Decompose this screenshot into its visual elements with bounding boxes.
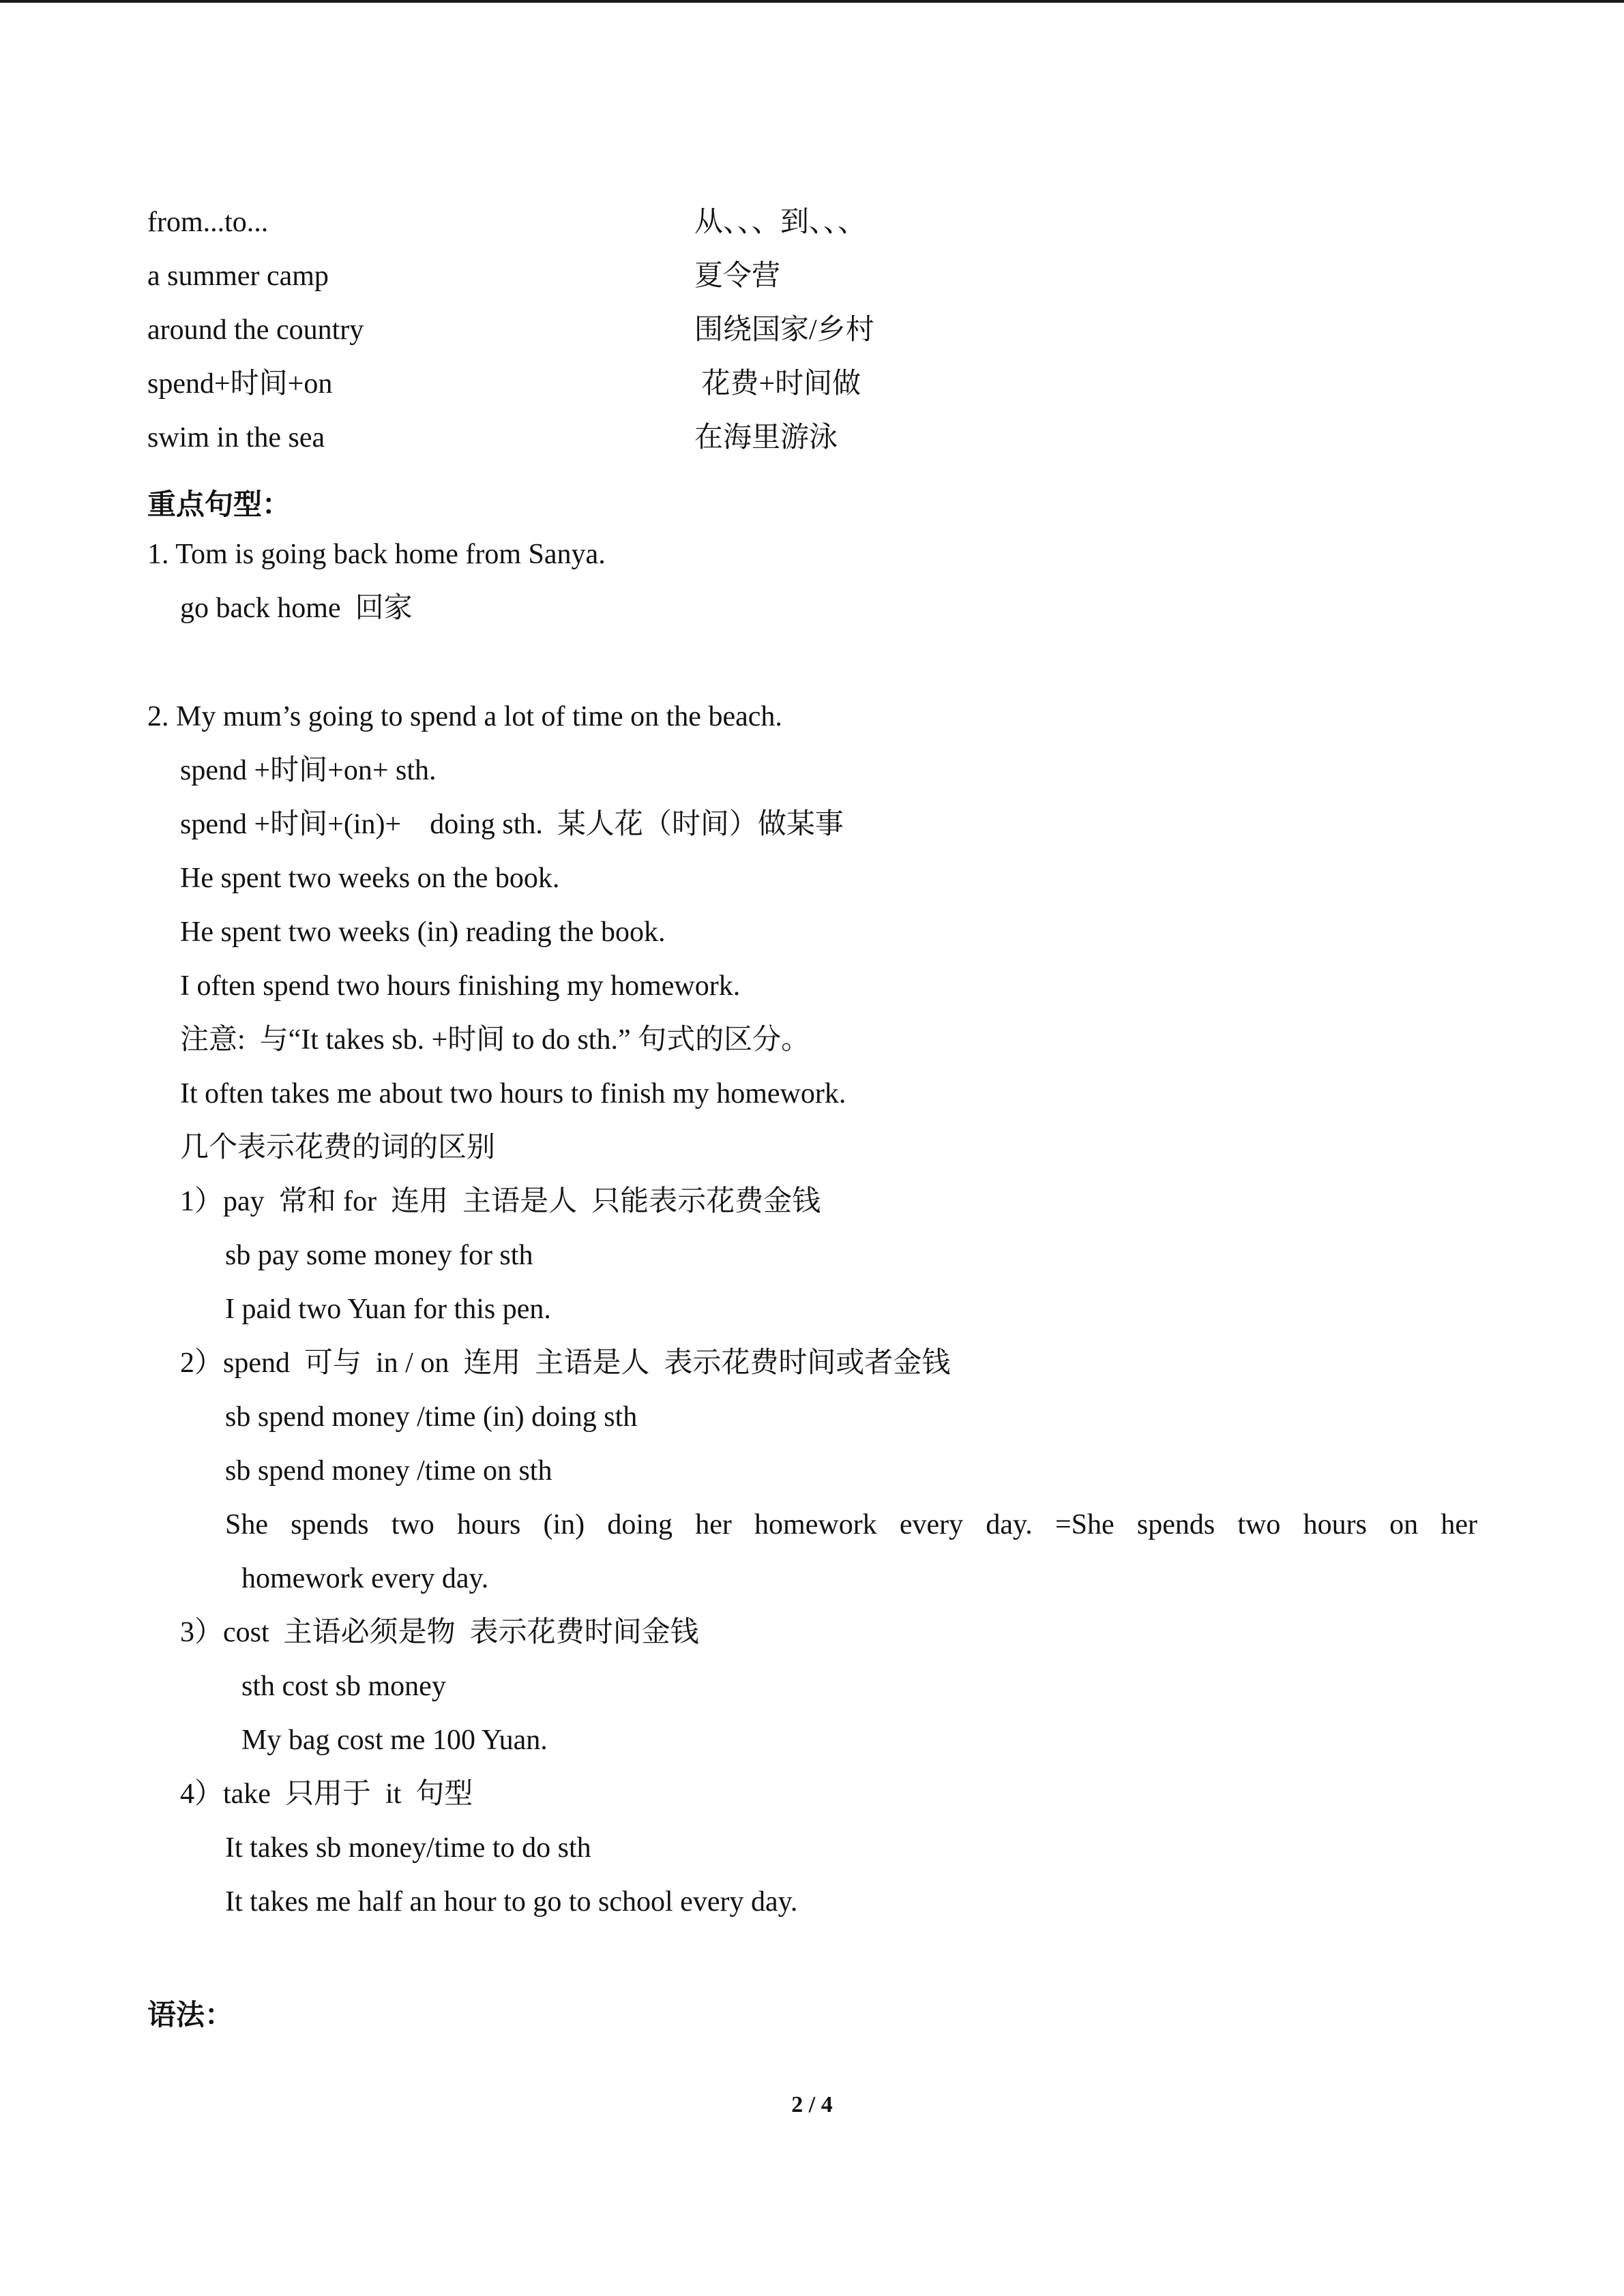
spend-pattern-2: spend +时间+(in)+ doing sth. 某人花（时间）做某事 [180, 809, 844, 840]
phrase-en-3: around the country [147, 314, 364, 346]
sentence-1-note: go back home 回家 [180, 593, 413, 624]
item-pay-heading: 1）pay 常和 for 连用 主语是人 只能表示花费金钱 [180, 1186, 821, 1217]
item-pay-example: I paid two Yuan for this pen. [225, 1294, 551, 1325]
phrase-en-1: from...to... [147, 207, 269, 238]
item-spend-heading: 2）spend 可与 in / on 连用 主语是人 表示花费时间或者金钱 [180, 1347, 951, 1379]
item-pay-usage: sb pay some money for sth [225, 1240, 533, 1271]
heading-key-sentences: 重点句型： [147, 490, 291, 521]
top-border [0, 0, 1624, 3]
item-cost-usage: sth cost sb money [241, 1671, 446, 1702]
example-1: He spent two weeks on the book. [180, 863, 560, 894]
phrase-en-2: a summer camp [147, 260, 329, 292]
item-take-heading: 4）take 只用于 it 句型 [180, 1778, 473, 1810]
phrase-cn-2: 夏令营 [694, 260, 781, 292]
sentence-2: 2. My mum’s going to spend a lot of time on the beach. [147, 701, 782, 732]
phrase-cn-3: 围绕国家/乡村 [694, 314, 874, 346]
example-2: He spent two weeks (in) reading the book. [180, 916, 666, 948]
sentence-1: 1. Tom is going back home from Sanya. [147, 539, 606, 570]
item-spend-usage-2: sb spend money /time on sth [225, 1455, 552, 1487]
item-spend-example: She spends two hours (in) doing her homework every day. =She spends two hours on her [225, 1509, 1477, 1540]
example-3: I often spend two hours finishing my homework. [180, 970, 741, 1002]
item-cost-heading: 3）cost 主语必须是物 表示花费时间金钱 [180, 1617, 699, 1648]
subheading-differences: 几个表示花费的词的区别 [180, 1132, 496, 1163]
spend-pattern-1: spend +时间+on+ sth. [180, 755, 437, 786]
page-number: 2 / 4 [791, 2092, 833, 2117]
phrase-en-4: spend+时间+on [147, 368, 333, 400]
note-line: 注意: 与“It takes sb. +时间 to do sth.” 句式的区分。 [180, 1024, 810, 1056]
phrase-cn-1: 从、、、到、、、 [694, 207, 867, 238]
item-take-usage: It takes sb money/time to do sth [225, 1832, 591, 1864]
phrase-cn-4: 花费+时间做 [694, 368, 861, 400]
item-take-example: It takes me half an hour to go to school every day. [225, 1886, 798, 1918]
phrase-cn-5: 在海里游泳 [694, 422, 838, 453]
item-spend-usage-1: sb spend money /time (in) doing sth [225, 1401, 638, 1433]
example-4: It often takes me about two hours to finish my homework. [180, 1078, 846, 1109]
item-spend-example-cont: homework every day. [241, 1563, 489, 1594]
heading-grammar: 语法： [147, 2000, 234, 2031]
item-cost-example: My bag cost me 100 Yuan. [241, 1725, 548, 1756]
phrase-en-5: swim in the sea [147, 422, 325, 453]
